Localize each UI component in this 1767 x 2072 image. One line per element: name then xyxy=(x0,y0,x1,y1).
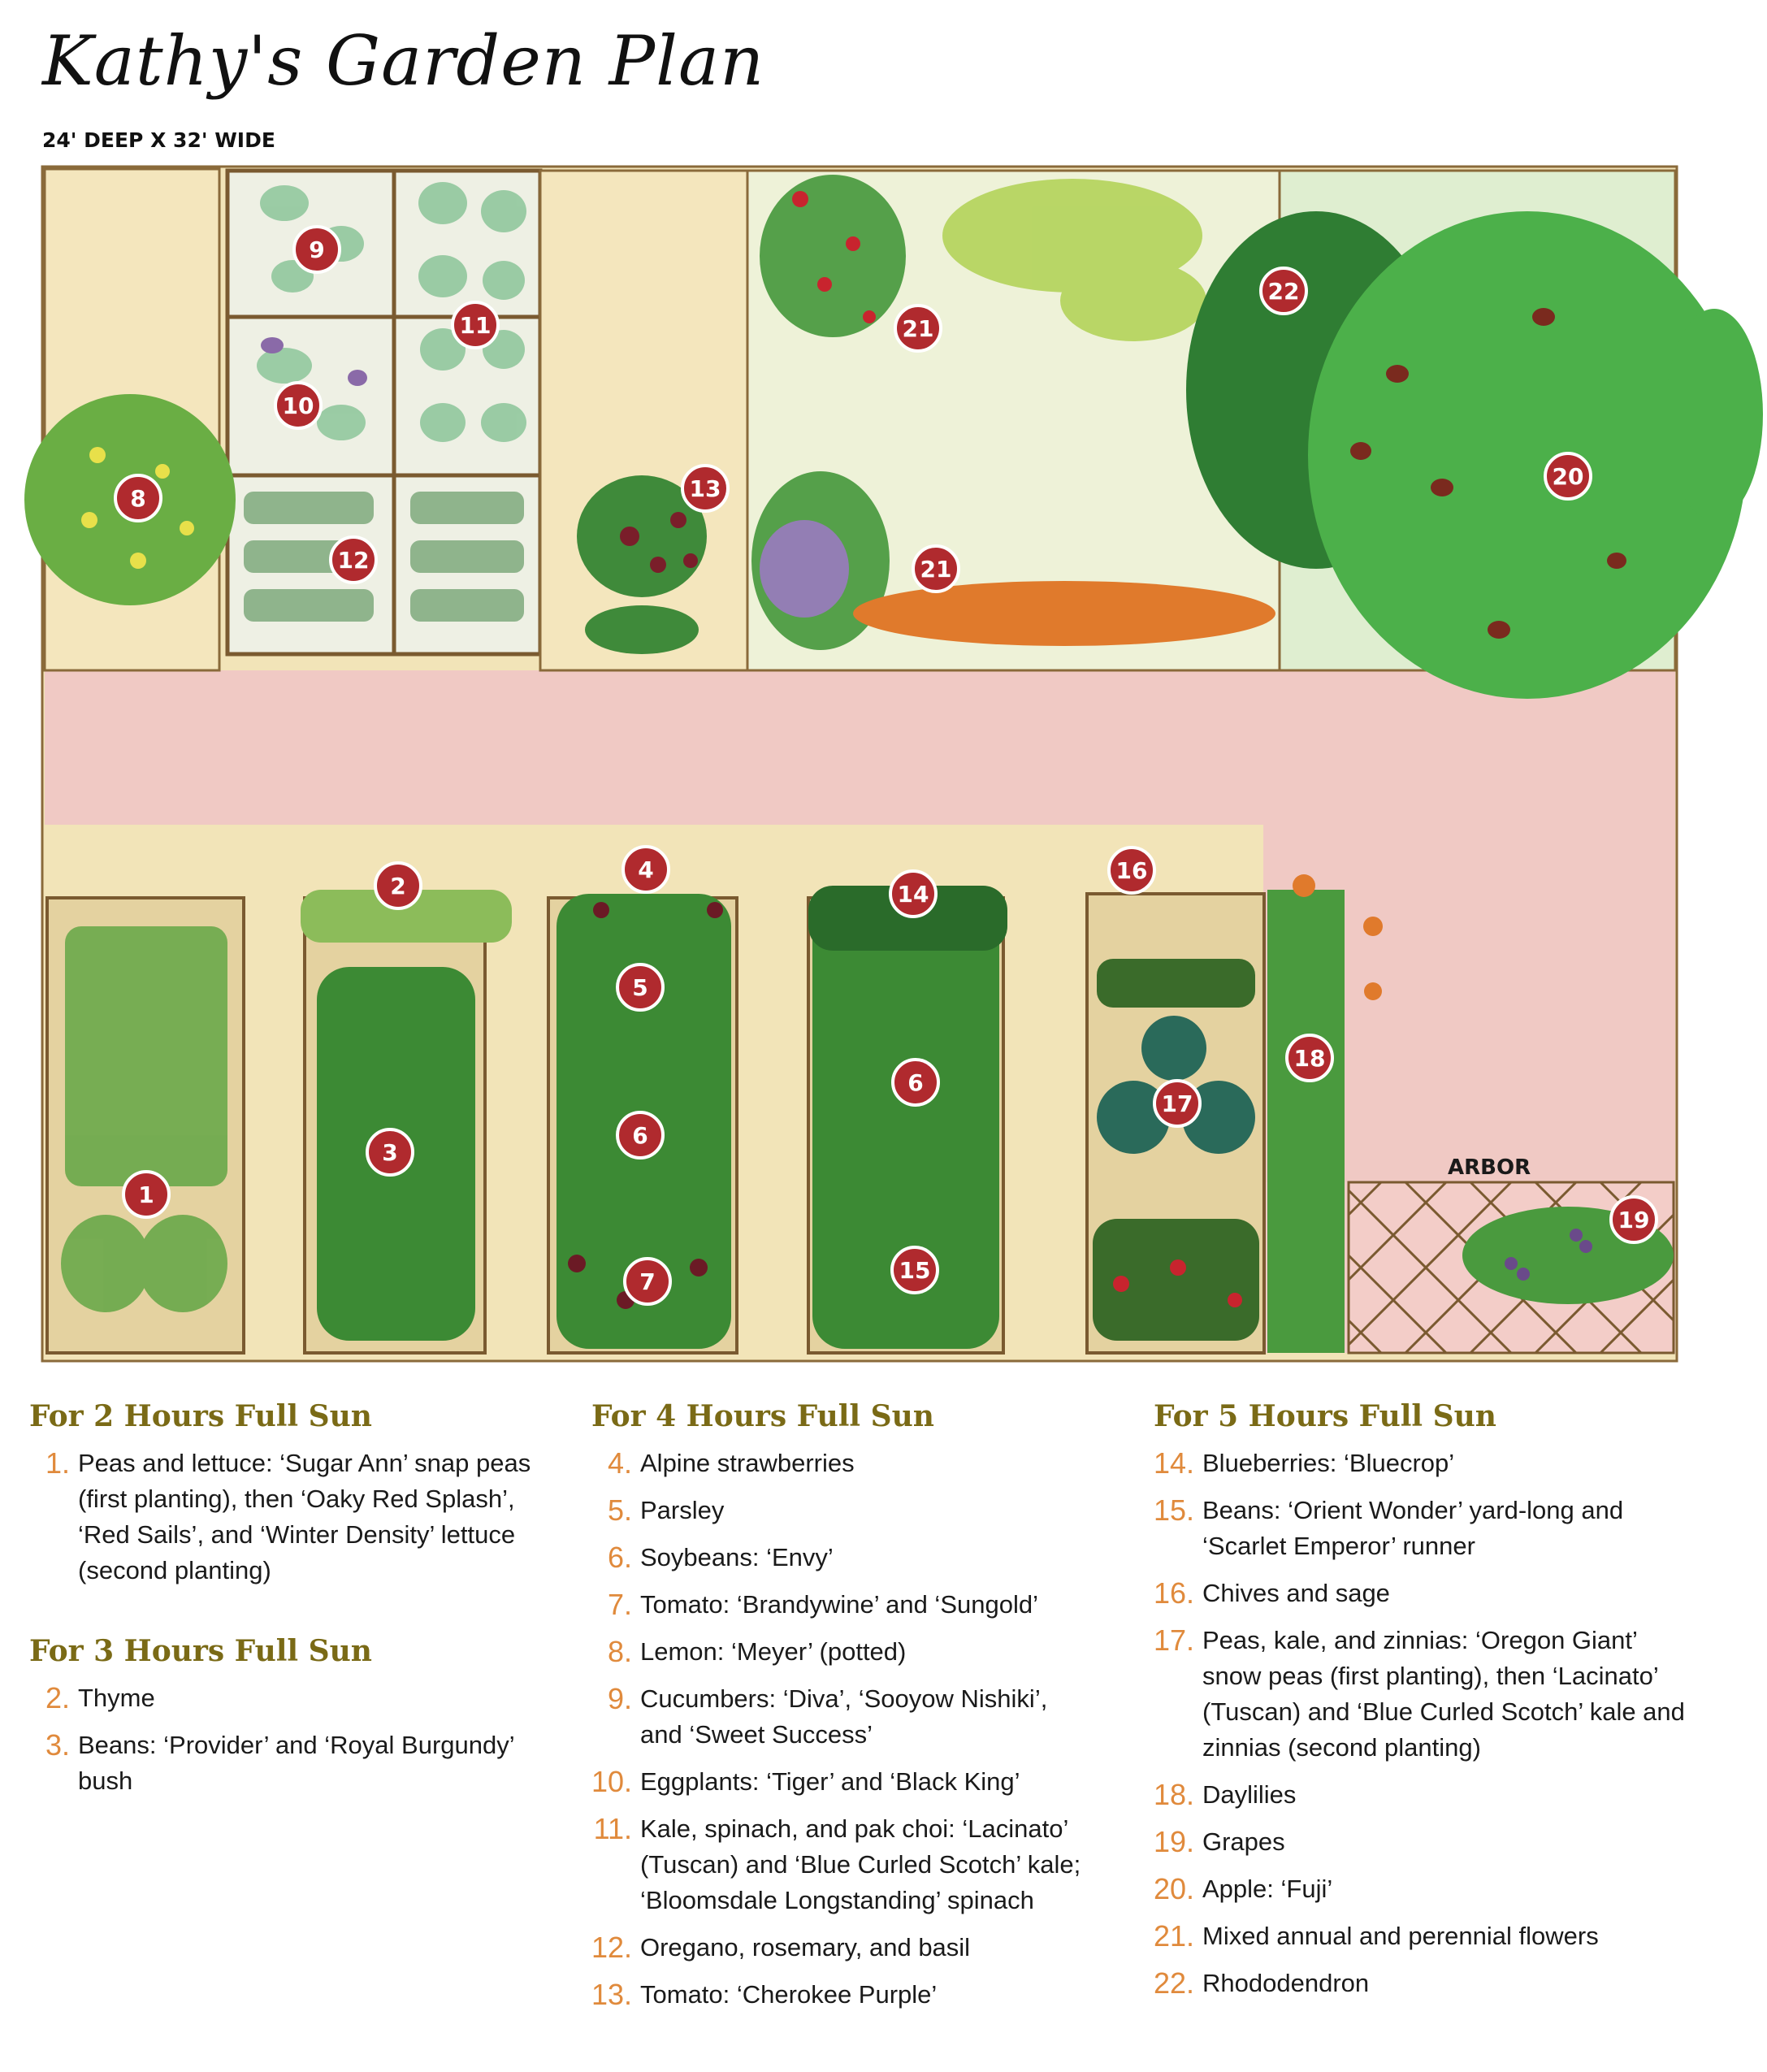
legend-item-text: Oregano, rosemary, and basil xyxy=(640,1933,971,1962)
legend-item-text: Alpine strawberries xyxy=(640,1449,855,1478)
legend-item-number: 1. xyxy=(45,1446,70,1480)
legend-item xyxy=(29,1680,533,1716)
legend-item xyxy=(1154,1576,1690,1611)
plan-marker-label: 4 xyxy=(638,856,654,883)
garden-dimensions: 24' DEEP X 32' WIDE xyxy=(42,128,275,152)
legend-item-number: 20. xyxy=(1154,1872,1195,1906)
plan-marker-label: 13 xyxy=(689,475,721,502)
legend-item-text: Grapes xyxy=(1202,1827,1285,1857)
legend-item xyxy=(1154,1871,1690,1907)
legend-item-number: 9. xyxy=(607,1682,632,1716)
legend-item-text: Chives and sage xyxy=(1202,1579,1390,1608)
legend-item xyxy=(591,1977,1095,2013)
plan-marker-label: 7 xyxy=(639,1268,656,1295)
legend-item xyxy=(1154,1446,1690,1481)
page-title: Kathy's Garden Plan xyxy=(42,21,765,101)
legend-item-number: 21. xyxy=(1154,1919,1195,1953)
legend-item xyxy=(591,1540,1095,1576)
legend-item-number: 17. xyxy=(1154,1623,1195,1658)
legend-column-2 xyxy=(591,1399,1095,2058)
legend-item-number: 22. xyxy=(1154,1966,1195,2000)
plan-marker-label: 6 xyxy=(632,1122,648,1149)
arbor-label: ARBOR xyxy=(1448,1155,1531,1180)
apple-tree xyxy=(1308,211,1763,699)
legend-item xyxy=(591,1446,1095,1481)
legend-item-number: 12. xyxy=(591,1931,633,1965)
legend-item-number: 10. xyxy=(591,1765,633,1799)
plan-marker-label: 5 xyxy=(632,974,648,1001)
legend-item xyxy=(591,1764,1095,1800)
plan-marker-label: 20 xyxy=(1552,463,1584,490)
legend-item xyxy=(29,1446,533,1589)
legend-item xyxy=(591,1587,1095,1623)
legend-item-text: Kale, spinach, and pak choi: ‘Lacinato’ (Tuscan) and ‘Blue Curled Scotch’ kale; ‘Bloomsdale Longstanding’ spinach xyxy=(640,1814,1081,1915)
plan-marker-label: 15 xyxy=(899,1257,931,1284)
plan-marker-label: 3 xyxy=(382,1139,398,1166)
legend-list xyxy=(1154,1446,1690,2001)
plan-marker-label: 12 xyxy=(337,547,370,574)
legend-item-number: 6. xyxy=(607,1541,632,1575)
legend-item-number: 8. xyxy=(607,1635,632,1669)
legend-item-text: Peas, kale, and zinnias: ‘Oregon Giant’ snow peas (first planting), then ‘Lacinato’ (Tuscan) and ‘Blue Curled Scotch’ kale and zinnias (second planting) xyxy=(1202,1626,1685,1762)
legend-item xyxy=(1154,1493,1690,1564)
legend-heading: For 3 Hours Full Sun xyxy=(29,1634,372,1669)
legend-item xyxy=(1154,1824,1690,1860)
plan-marker-label: 22 xyxy=(1267,278,1300,305)
legend-item-text: Soybeans: ‘Envy’ xyxy=(640,1543,834,1572)
plan-marker-label: 17 xyxy=(1161,1090,1193,1117)
legend-item xyxy=(1154,1918,1690,1954)
legend-heading: For 5 Hours Full Sun xyxy=(1154,1399,1496,1433)
legend-column-1 xyxy=(29,1399,533,1844)
plan-marker-label: 21 xyxy=(902,315,934,342)
legend-item-text: Rhododendron xyxy=(1202,1969,1370,1998)
legend-item-number: 2. xyxy=(45,1681,70,1715)
legend-item xyxy=(29,1727,533,1799)
legend-item-text: Lemon: ‘Meyer’ (potted) xyxy=(640,1637,907,1667)
plan-marker-label: 9 xyxy=(309,236,325,263)
legend-item-number: 14. xyxy=(1154,1446,1195,1480)
legend-item xyxy=(1154,1777,1690,1813)
legend-item-number: 16. xyxy=(1154,1576,1195,1610)
legend-item-number: 4. xyxy=(607,1446,632,1480)
legend-item-text: Mixed annual and perennial flowers xyxy=(1202,1922,1599,1951)
legend-item-number: 5. xyxy=(607,1493,632,1528)
legend-column-3 xyxy=(1154,1399,1690,2047)
legend-item-text: Eggplants: ‘Tiger’ and ‘Black King’ xyxy=(640,1767,1020,1797)
legend-item-text: Blueberries: ‘Bluecrop’ xyxy=(1202,1449,1455,1478)
daylily-strip xyxy=(1267,890,1345,1353)
legend-item-number: 13. xyxy=(591,1978,633,2012)
legend-list xyxy=(29,1680,533,1799)
legend-heading: For 2 Hours Full Sun xyxy=(29,1399,372,1433)
plan-marker-label: 1 xyxy=(138,1181,154,1208)
legend-list xyxy=(591,1446,1095,2013)
legend-item xyxy=(591,1681,1095,1753)
legend-item xyxy=(591,1811,1095,1918)
legend-item-number: 7. xyxy=(607,1588,632,1622)
plan-marker-label: 21 xyxy=(920,556,952,583)
legend-item xyxy=(591,1493,1095,1528)
plan-marker-label: 6 xyxy=(907,1069,924,1096)
legend-item-number: 11. xyxy=(593,1812,632,1846)
legend-item-text: Tomato: ‘Cherokee Purple’ xyxy=(640,1980,938,2009)
legend-item xyxy=(591,1634,1095,1670)
legend-item xyxy=(1154,1623,1690,1766)
plan-marker-label: 14 xyxy=(897,881,929,908)
legend-item-text: Daylilies xyxy=(1202,1780,1297,1810)
legend-item xyxy=(1154,1966,1690,2001)
legend-item-number: 3. xyxy=(45,1728,70,1762)
legend-item-number: 19. xyxy=(1154,1825,1195,1859)
plan-marker-label: 8 xyxy=(130,485,146,512)
legend-item-number: 15. xyxy=(1154,1493,1195,1528)
legend-item-text: Cucumbers: ‘Diva’, ‘Sooyow Nishiki’, and ‘Sweet Success’ xyxy=(640,1684,1048,1749)
legend-item-text: Beans: ‘Provider’ and ‘Royal Burgundy’ bush xyxy=(78,1731,514,1796)
plan-marker-label: 19 xyxy=(1618,1207,1650,1233)
legend-item-text: Apple: ‘Fuji’ xyxy=(1202,1875,1333,1904)
plan-marker-label: 16 xyxy=(1115,857,1148,884)
legend-item-number: 18. xyxy=(1154,1778,1195,1812)
legend-item-text: Thyme xyxy=(78,1684,155,1713)
legend-item-text: Parsley xyxy=(640,1496,725,1525)
legend-item xyxy=(591,1930,1095,1966)
plan-marker-label: 10 xyxy=(282,392,314,419)
plan-marker-label: 2 xyxy=(390,873,406,899)
plan-marker-label: 18 xyxy=(1293,1045,1326,1072)
plan-marker-label: 11 xyxy=(459,312,492,339)
legend-item-text: Peas and lettuce: ‘Sugar Ann’ snap peas (first planting), then ‘Oaky Red Splash’, ‘Red Sails’, and ‘Winter Density’ lettuce (second planting) xyxy=(78,1449,531,1585)
legend-list xyxy=(29,1446,533,1589)
legend-item-text: Tomato: ‘Brandywine’ and ‘Sungold’ xyxy=(640,1590,1038,1619)
legend-item-text: Beans: ‘Orient Wonder’ yard-long and ‘Scarlet Emperor’ runner xyxy=(1202,1496,1624,1561)
legend-heading: For 4 Hours Full Sun xyxy=(591,1399,934,1433)
